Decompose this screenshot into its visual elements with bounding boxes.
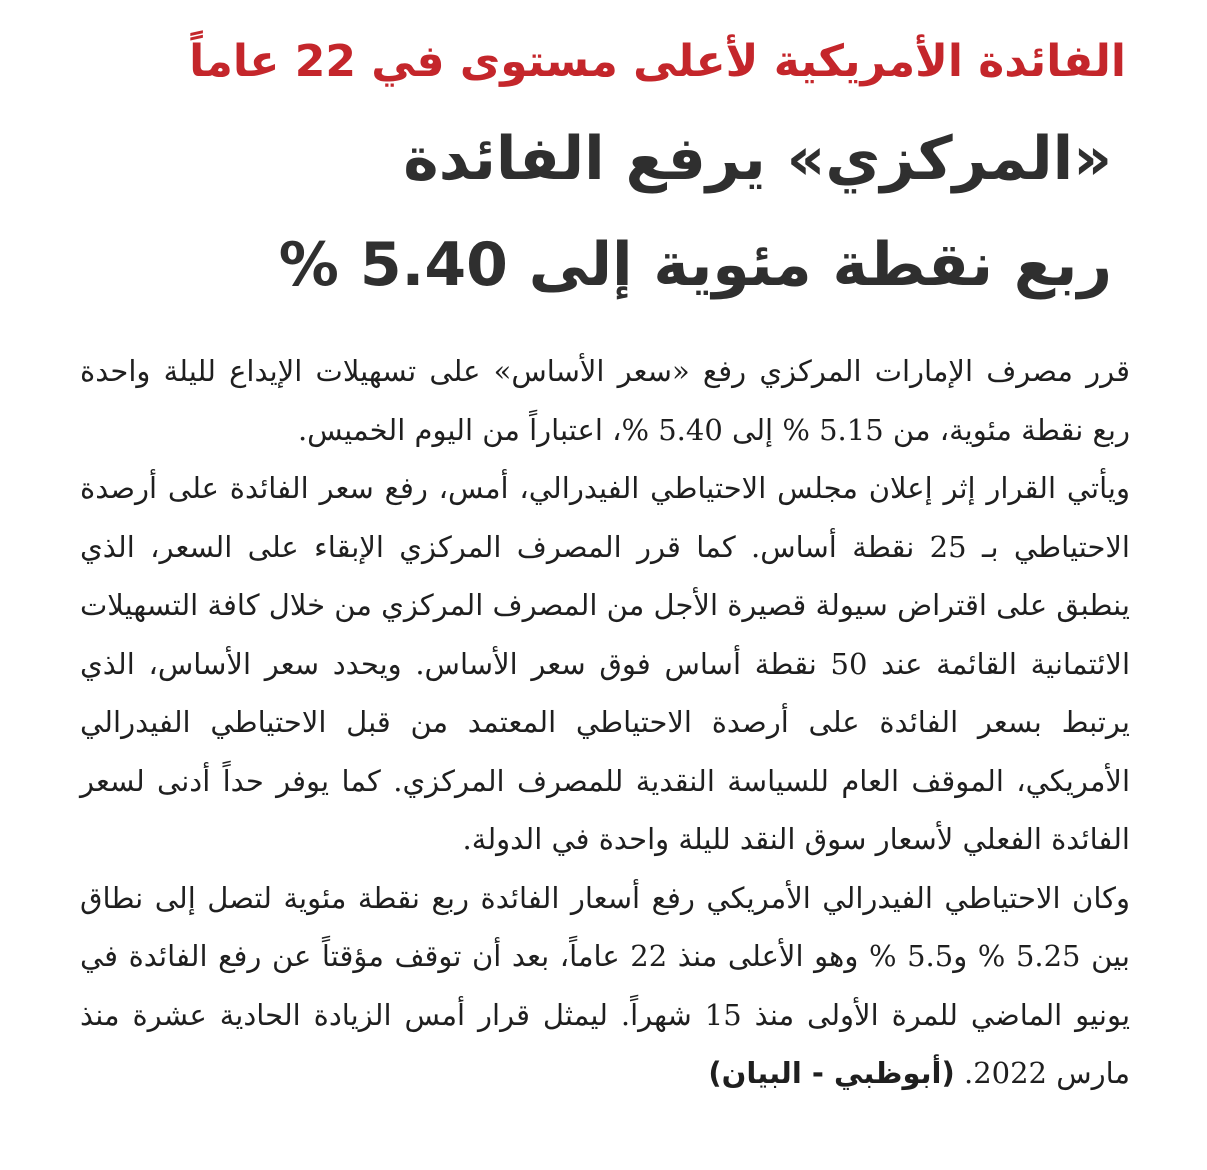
article-paragraph: ويأتي القرار إثر إعلان مجلس الاحتياطي الفيدرالي، أمس، رفع سعر الفائدة على أرصدة الاحتياطي بـ 25 نقطة أساس. كما قرر المصرف المركزي الإبقاء على السعر، الذي ينطبق على اقتراض سيولة قصيرة الأجل من المصرف المركزي من خلال كافة التسهيلات الائتمانية القائمة عند 50 نقطة أساس فوق سعر الأساس. ويحدد سعر الأساس، الذي يرتبط بسعر الفائدة على أرصدة الاحتياطي المعتمد من قبل الاحتياطي الفيدرالي الأمريكي، الموقف العام للسياسة النقدية للمصرف المركزي. كما يوفر حداً أدنى لسعر الفائدة الفعلي لأسعار سوق النقد لليلة واحدة في الدولة. — [80, 471, 1130, 856]
kicker-headline: الفائدة الأمريكية لأعلى مستوى في 22 عاماً — [189, 36, 1126, 87]
article-paragraph-text: وكان الاحتياطي الفيدرالي الأمريكي رفع أسعار الفائدة ربع نقطة مئوية لتصل إلى نطاق بين 5.25 % و5.5 % وهو الأعلى منذ 22 عاماً، بعد أن توقف مؤقتاً عن رفع الفائدة في يونيو الماضي للمرة الأولى منذ 15 شهراً. ليمثل قرار أمس الزيادة الحادية عشرة منذ مارس 2022. — [80, 880, 1131, 1090]
article — [80, 18, 1130, 1103]
main-headline — [80, 106, 1130, 318]
article-body — [80, 342, 1130, 1103]
byline: (أبوظبي - البيان) — [708, 1056, 955, 1090]
headline-line-2: ربع نقطة مئوية إلى 5.40 % — [278, 230, 1112, 300]
article-paragraph-last — [80, 869, 1130, 1103]
article-paragraph: قرر مصرف الإمارات المركزي رفع «سعر الأساس» على تسهيلات الإيداع لليلة واحدة ربع نقطة مئوية، من 5.15 % إلى 5.40 %، اعتباراً من اليوم الخميس. — [80, 354, 1130, 447]
headline-line-1: «المركزي» يرفع الفائدة — [403, 124, 1112, 194]
